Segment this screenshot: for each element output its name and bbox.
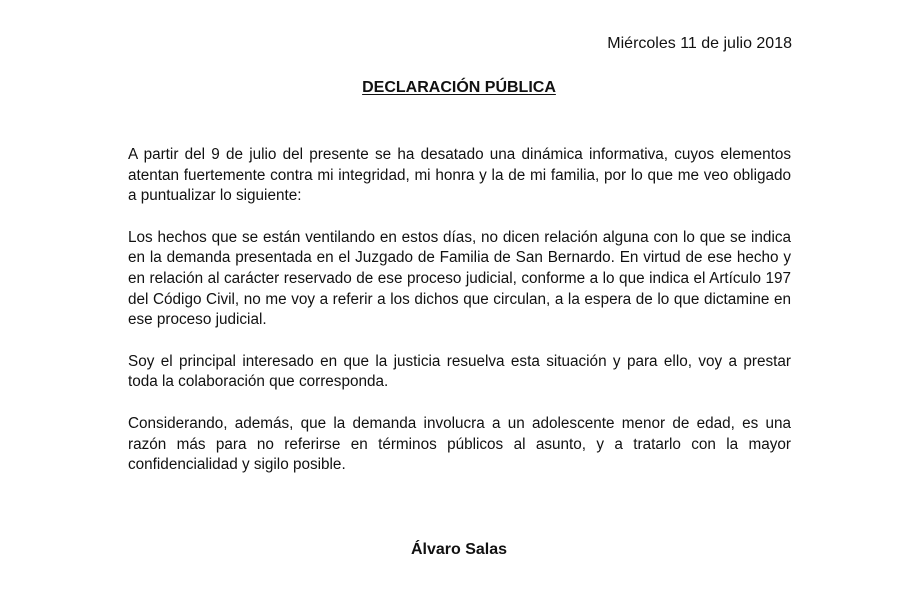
paragraph-1: A partir del 9 de julio del presente se ha desatado una dinámica informativa, cuyos elementos atentan fuertemente contra mi integridad, mi honra y la de mi familia, por lo que me veo obligado a puntualizar lo siguiente: [128,146,791,205]
paragraph-3: Soy el principal interesado en que la justicia resuelva esta situación y para ello, voy a prestar toda la colaboración que corresponda. [128,352,791,391]
signature-name: Álvaro Salas [410,541,508,558]
paragraph-4: Considerando, además, que la demanda involucra a un adolescente menor de edad, es una razón más para no referirse en términos públicos al asunto, y a tratarlo con la mayor confidencialidad y sigilo posible. [128,414,791,474]
document-title: DECLARACIÓN PÚBLICA [362,79,556,96]
paragraph-2: Los hechos que se están ventilando en estos días, no dicen relación alguna con lo que se indica en la demanda presentada en el Juzgado de Familia de San Bernardo. En virtud de ese hecho y en relación al carácter reservado de ese proceso judicial, conforme a lo que indica el Artículo 197 del Código Civil, no me voy a referir a los dichos que circulan, a la espera de lo que dictamine en ese proceso judicial. [128,228,791,329]
document-date: Miércoles 11 de julio 2018 [607,35,792,52]
document-body [128,145,791,497]
